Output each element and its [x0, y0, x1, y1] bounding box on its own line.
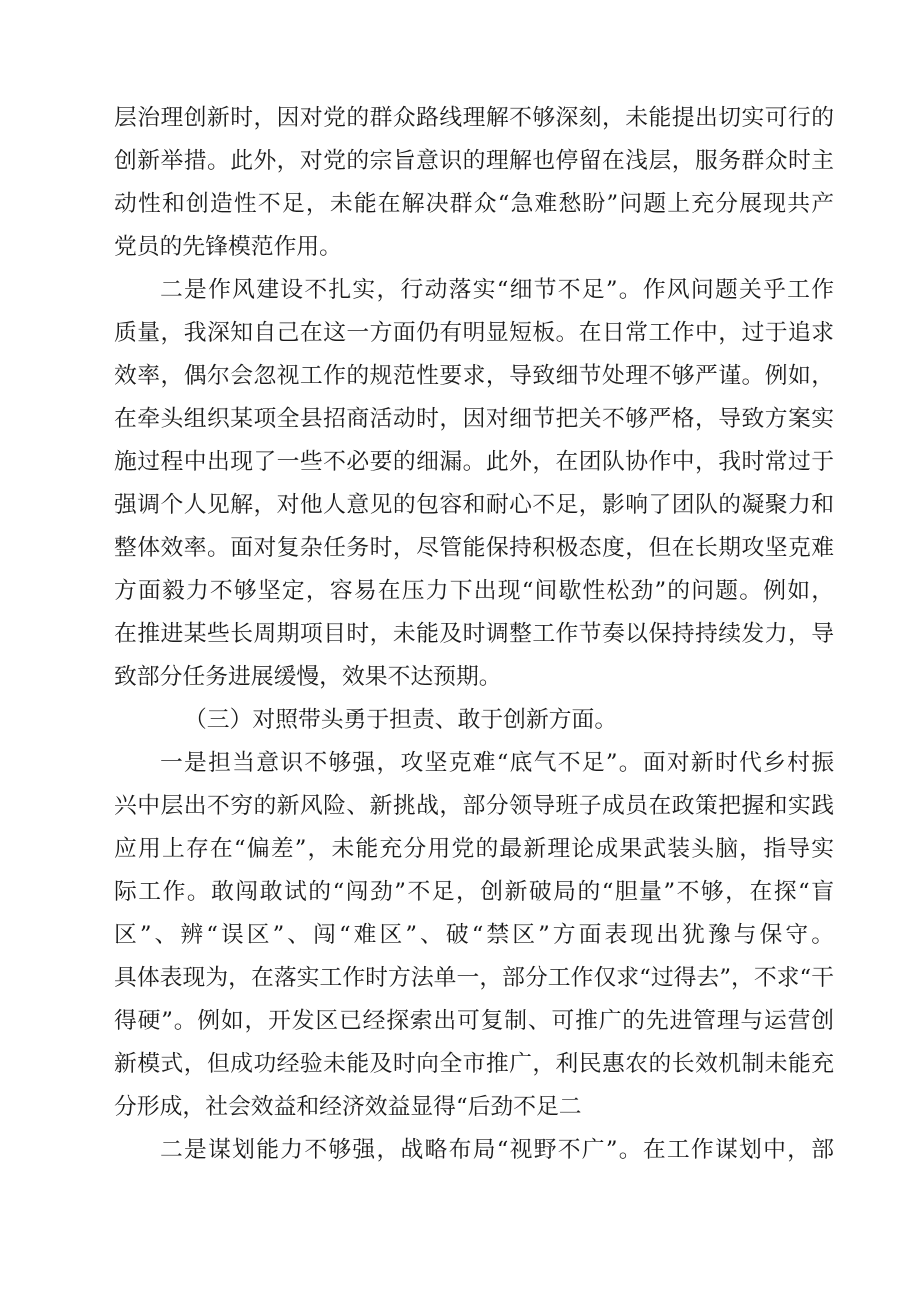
text-line: 在牵头组织某项全县招商活动时，因对细节把关不够严格，导致方案实 — [114, 406, 834, 432]
text-line: 方面毅力不够坚定，容易在压力下出现“间歇性松劲”的问题。例如， — [114, 578, 834, 604]
text-line: 区”、辨“误区”、闯“难区”、破“禁区”方面表现出犹豫与保守。 — [114, 922, 834, 948]
text-line: 二是作风建设不扎实，行动落实“细节不足”。作风问题关乎工作 — [160, 277, 834, 303]
text-line: 质量，我深知自己在这一方面仍有明显短板。在日常工作中，过于追求 — [114, 320, 834, 346]
text-line: 党员的先锋模范作用。 — [114, 234, 342, 260]
text-line: 一是担当意识不够强，攻坚克难“底气不足”。面对新时代乡村振 — [160, 750, 834, 776]
section-heading: （三）对照带头勇于担责、敢于创新方面。 — [184, 707, 618, 733]
text-line: 在推进某些长周期项目时，未能及时调整工作节奏以保持持续发力，导 — [114, 621, 834, 647]
text-line: 具体表现为，在落实工作时方法单一，部分工作仅求“过得去”，不求“干 — [114, 965, 834, 991]
text-line: 强调个人见解，对他人意见的包容和耐心不足，影响了团队的凝聚力和 — [114, 492, 834, 518]
text-line: 际工作。敢闯敢试的“闯劲”不足，创新破局的“胆量”不够，在探“盲 — [114, 879, 834, 905]
text-line: 新模式，但成功经验未能及时向全市推广，利民惠农的长效机制未能充 — [114, 1051, 834, 1077]
text-line: 动性和创造性不足，未能在解决群众“急难愁盼”问题上充分展现共产 — [114, 191, 834, 217]
text-line: 应用上存在“偏差”，未能充分用党的最新理论成果武装头脑，指导实 — [114, 836, 834, 862]
text-line: 效率，偶尔会忽视工作的规范性要求，导致细节处理不够严谨。例如， — [114, 363, 834, 389]
text-line: 二是谋划能力不够强，战略布局“视野不广”。在工作谋划中，部 — [160, 1137, 834, 1163]
text-line: 整体效率。面对复杂任务时，尽管能保持积极态度，但在长期攻坚克难 — [114, 535, 834, 561]
text-line: 兴中层出不穷的新风险、新挑战，部分领导班子成员在政策把握和实践 — [114, 793, 834, 819]
text-line: 分形成，社会效益和经济效益显得“后劲不足二 — [114, 1094, 582, 1120]
text-line: 致部分任务进展缓慢，效果不达预期。 — [114, 664, 502, 690]
text-line: 创新举措。此外，对党的宗旨意识的理解也停留在浅层，服务群众时主 — [114, 148, 834, 174]
text-line: 层治理创新时，因对党的群众路线理解不够深刻，未能提出切实可行的 — [114, 105, 834, 131]
text-line: 得硬”。例如，开发区已经探索出可复制、可推广的先进管理与运营创 — [114, 1008, 834, 1034]
text-line: 施过程中出现了一些不必要的细漏。此外，在团队协作中，我时常过于 — [114, 449, 834, 475]
